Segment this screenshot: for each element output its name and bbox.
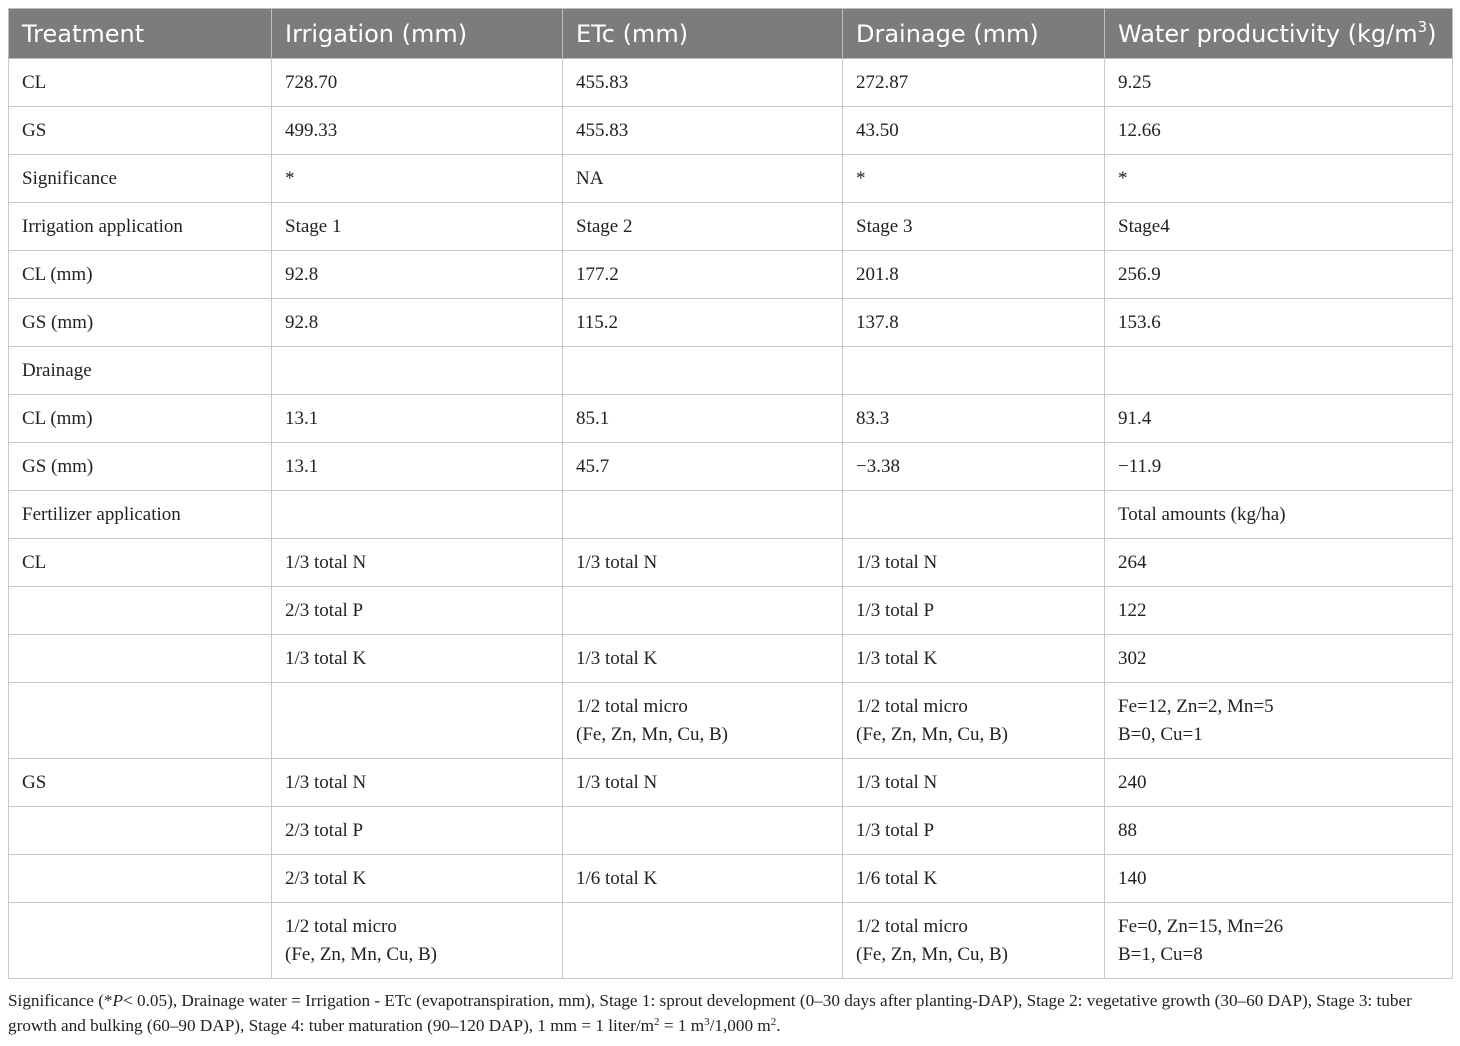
table-cell: NA — [563, 155, 843, 203]
table-cell: −3.38 — [843, 443, 1105, 491]
table-cell: 2/3 total P — [272, 807, 563, 855]
table-cell: Drainage — [9, 347, 272, 395]
table-cell — [843, 491, 1105, 539]
table-cell-line: (Fe, Zn, Mn, Cu, B) — [856, 723, 1008, 745]
table-cell: 13.1 — [272, 395, 563, 443]
table-cell — [563, 807, 843, 855]
table-cell: 137.8 — [843, 299, 1105, 347]
table-cell: 1/3 total K — [843, 635, 1105, 683]
header-superscript: 3 — [1417, 17, 1428, 36]
table-cell-line: (Fe, Zn, Mn, Cu, B) — [285, 943, 437, 965]
table-row — [9, 635, 1453, 683]
table-cell: GS — [9, 759, 272, 807]
table-row — [9, 855, 1453, 903]
table-cell: Stage4 — [1105, 203, 1453, 251]
table-row — [9, 903, 1453, 979]
header-drainage: Drainage (mm) — [843, 9, 1105, 59]
table-row — [9, 251, 1453, 299]
table-row — [9, 347, 1453, 395]
table-cell: CL — [9, 539, 272, 587]
table-cell: 2/3 total P — [272, 587, 563, 635]
table-cell — [9, 587, 272, 635]
table-cell — [9, 635, 272, 683]
table-cell — [1105, 347, 1453, 395]
footnote-text-1: Significance (* — [8, 991, 113, 1010]
table-cell: 13.1 — [272, 443, 563, 491]
table-cell — [563, 587, 843, 635]
header-row — [9, 9, 1453, 59]
table-cell-line: 1/2 total micro — [856, 695, 968, 717]
table-cell: Fertilizer application — [9, 491, 272, 539]
footnote-sup-3: 2 — [770, 1016, 777, 1028]
table-cell: * — [1105, 155, 1453, 203]
table-cell: Total amounts (kg/ha) — [1105, 491, 1453, 539]
table-cell-line: 1/2 total micro — [285, 915, 397, 937]
header-water-productivity-close: ) — [1427, 19, 1437, 48]
table-footnote — [8, 988, 1452, 1038]
table-row — [9, 107, 1453, 155]
table-cell: 153.6 — [1105, 299, 1453, 347]
table-cell: 455.83 — [563, 107, 843, 155]
table-cell — [9, 807, 272, 855]
table-cell: * — [843, 155, 1105, 203]
table-cell — [272, 683, 563, 759]
table-cell: 728.70 — [272, 59, 563, 107]
table-cell: 91.4 — [1105, 395, 1453, 443]
table-cell: Significance — [9, 155, 272, 203]
table-cell: CL — [9, 59, 272, 107]
table-cell: 264 — [1105, 539, 1453, 587]
header-water-productivity-label: Water productivity (kg/m — [1118, 19, 1418, 48]
table-cell — [563, 491, 843, 539]
footnote-text-3: = 1 m — [659, 1016, 705, 1035]
table-cell: 43.50 — [843, 107, 1105, 155]
table-cell: 1/3 total N — [563, 539, 843, 587]
table-cell: 256.9 — [1105, 251, 1453, 299]
table-cell: 83.3 — [843, 395, 1105, 443]
table-cell: GS (mm) — [9, 443, 272, 491]
table-cell: 302 — [1105, 635, 1453, 683]
table-row — [9, 539, 1453, 587]
data-table — [8, 8, 1453, 979]
table-cell: 1/6 total K — [563, 855, 843, 903]
table-cell: 115.2 — [563, 299, 843, 347]
table-row — [9, 683, 1453, 759]
table-cell: −11.9 — [1105, 443, 1453, 491]
table-cell: 92.8 — [272, 299, 563, 347]
table-cell: 85.1 — [563, 395, 843, 443]
table-cell: 122 — [1105, 587, 1453, 635]
table-cell: Irrigation application — [9, 203, 272, 251]
table-cell: Stage 3 — [843, 203, 1105, 251]
table-row — [9, 807, 1453, 855]
table-cell: 1/3 total N — [843, 759, 1105, 807]
table-cell: 1/3 total P — [843, 587, 1105, 635]
table-cell: 1/3 total K — [272, 635, 563, 683]
header-irrigation: Irrigation (mm) — [272, 9, 563, 59]
table-cell: 499.33 — [272, 107, 563, 155]
table-cell: 1/3 total N — [843, 539, 1105, 587]
table-row — [9, 443, 1453, 491]
header-treatment: Treatment — [9, 9, 272, 59]
table-cell: CL (mm) — [9, 395, 272, 443]
table-cell: 1/3 total P — [843, 807, 1105, 855]
table-cell-line: Fe=12, Zn=2, Mn=5 — [1118, 695, 1274, 717]
table-cell — [843, 347, 1105, 395]
data-table-container — [8, 8, 1452, 979]
table-cell — [9, 683, 272, 759]
table-cell: GS (mm) — [9, 299, 272, 347]
table-body — [9, 59, 1453, 979]
table-cell: 201.8 — [843, 251, 1105, 299]
table-cell: 2/3 total K — [272, 855, 563, 903]
table-cell: 1/3 total N — [272, 759, 563, 807]
table-cell-line: B=0, Cu=1 — [1118, 723, 1203, 745]
table-row — [9, 203, 1453, 251]
table-cell: 12.66 — [1105, 107, 1453, 155]
table-cell: 1/3 total N — [272, 539, 563, 587]
table-row — [9, 395, 1453, 443]
footnote-sup-2: 3 — [704, 1016, 710, 1028]
table-row — [9, 587, 1453, 635]
footnote-text-5: . — [776, 1016, 781, 1035]
table-cell — [843, 683, 1105, 759]
table-cell — [1105, 903, 1453, 979]
table-cell — [563, 683, 843, 759]
table-row — [9, 155, 1453, 203]
table-cell-line: (Fe, Zn, Mn, Cu, B) — [856, 943, 1008, 965]
table-cell: 455.83 — [563, 59, 843, 107]
table-cell: 1/3 total K — [563, 635, 843, 683]
table-cell: * — [272, 155, 563, 203]
table-cell: 1/3 total N — [563, 759, 843, 807]
table-cell — [563, 347, 843, 395]
footnote-p-italic: P — [112, 991, 124, 1010]
footnote-text-4: /1,000 m — [709, 1016, 771, 1035]
header-water-productivity — [1105, 9, 1453, 59]
table-cell: 140 — [1105, 855, 1453, 903]
table-cell: Stage 1 — [272, 203, 563, 251]
table-cell: 45.7 — [563, 443, 843, 491]
table-cell-line: 1/2 total micro — [856, 915, 968, 937]
table-row — [9, 759, 1453, 807]
table-cell: 272.87 — [843, 59, 1105, 107]
table-cell: Stage 2 — [563, 203, 843, 251]
table-cell-line: Fe=0, Zn=15, Mn=26 — [1118, 915, 1284, 937]
table-row — [9, 491, 1453, 539]
table-row — [9, 59, 1453, 107]
table-cell — [563, 903, 843, 979]
table-cell-line: B=1, Cu=8 — [1118, 943, 1203, 965]
table-cell — [272, 347, 563, 395]
table-cell — [9, 903, 272, 979]
table-cell: 1/6 total K — [843, 855, 1105, 903]
table-cell — [272, 903, 563, 979]
table-cell: 177.2 — [563, 251, 843, 299]
table-cell: GS — [9, 107, 272, 155]
header-etc: ETc (mm) — [563, 9, 843, 59]
table-cell — [1105, 683, 1453, 759]
table-cell — [9, 855, 272, 903]
table-cell: CL (mm) — [9, 251, 272, 299]
table-cell-line: (Fe, Zn, Mn, Cu, B) — [576, 723, 728, 745]
footnote-sup-1: 2 — [654, 1016, 660, 1028]
footnote-text-2: < 0.05), Drainage water = Irrigation - ETc (evapotranspiration, mm), Stage 1: sprout development (0–30 days after planting-DAP), Stage 2: vegetative growth (30–60 DAP), Stage 3: tuber growth and bulking (60–90 DAP), Stage 4: tuber maturation (90–120 DAP), 1 mm = 1 liter/m — [8, 991, 1412, 1035]
table-cell: 240 — [1105, 759, 1453, 807]
table-cell: 9.25 — [1105, 59, 1453, 107]
table-cell — [272, 491, 563, 539]
table-cell-line: 1/2 total micro — [576, 695, 688, 717]
table-cell: 88 — [1105, 807, 1453, 855]
table-cell — [843, 903, 1105, 979]
table-cell: 92.8 — [272, 251, 563, 299]
table-row — [9, 299, 1453, 347]
